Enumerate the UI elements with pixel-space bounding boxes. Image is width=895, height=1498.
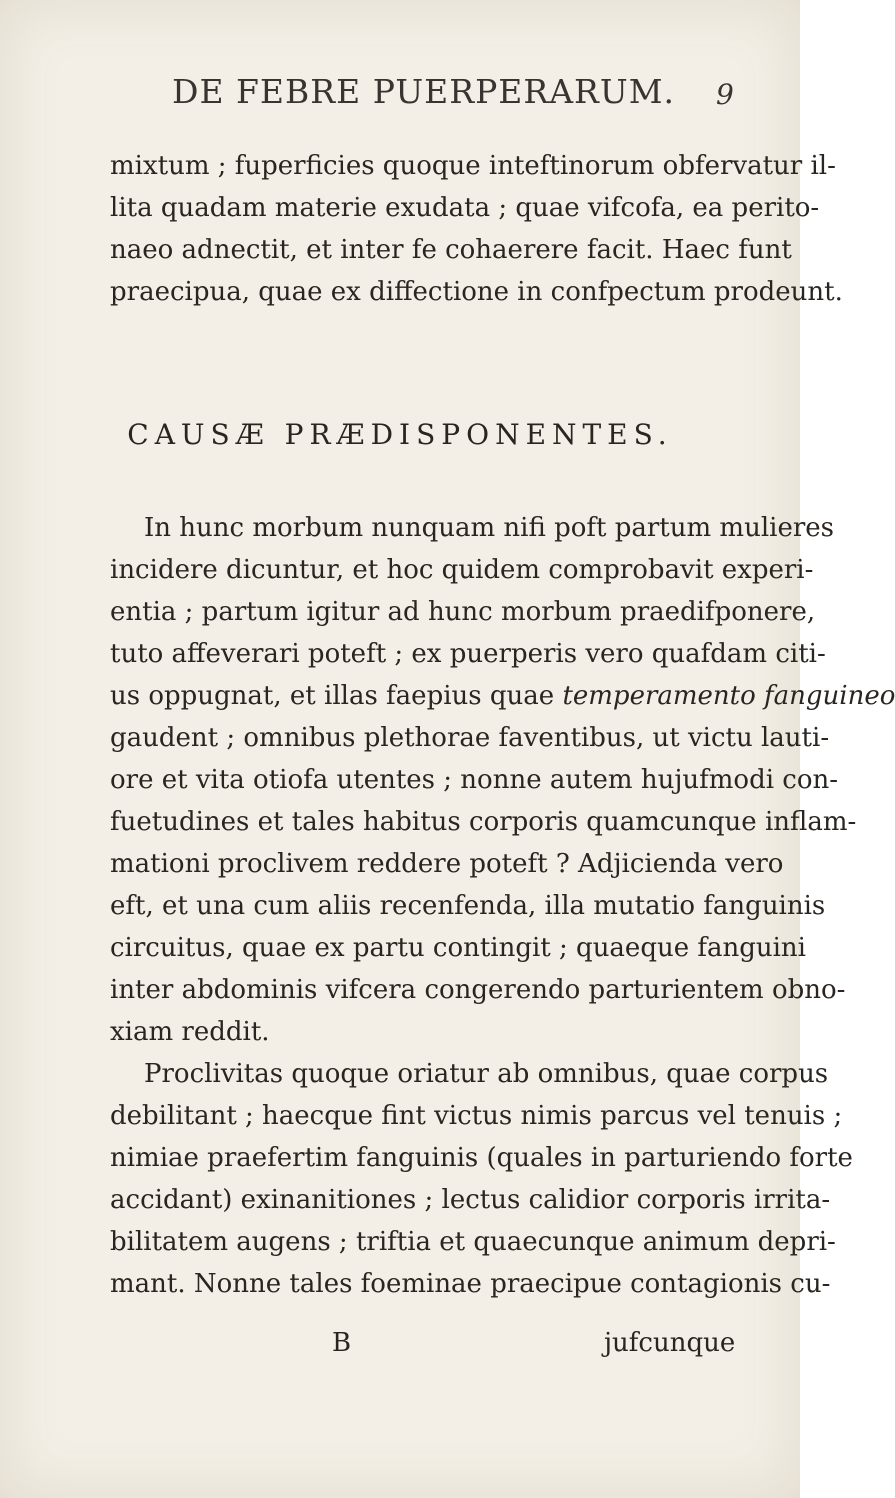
text-line: bilitatem augens ; triftia et quaecunque animum depri- xyxy=(110,1227,836,1257)
section-heading: CAUSÆ PRÆDISPONENTES. xyxy=(127,418,673,451)
catchword: jufcunque xyxy=(604,1328,736,1358)
text-line: inter abdominis vifcera congerendo parturientem obno- xyxy=(110,975,846,1005)
running-title: DE FEBRE PUERPERARUM. xyxy=(172,72,675,111)
text-line: lita quadam materie exudata ; quae vifcofa, ea perito- xyxy=(110,193,820,223)
text-line: accidant) exinanitiones ; lectus calidior corporis irrita- xyxy=(110,1185,831,1215)
text-line: tuto affeverari poteft ; ex puerperis vero quafdam citi- xyxy=(110,639,826,669)
running-head xyxy=(0,72,800,112)
text-line: In hunc morbum nunquam nifi poft partum mulieres xyxy=(144,513,834,543)
text-line: mationi proclivem reddere poteft ? Adjicienda vero xyxy=(110,849,784,879)
text-line: praecipua, quae ex diffectione in confpectum prodeunt. xyxy=(110,277,843,307)
text-fragment: us oppugnat, et illas faepius quae xyxy=(110,681,555,711)
page-number: 9 xyxy=(716,78,734,111)
text-line: xiam reddit. xyxy=(110,1017,270,1047)
text-line: eft, et una cum aliis recenfenda, illa mutatio fanguinis xyxy=(110,891,826,921)
text-line: mixtum ; fuperficies quoque inteftinorum obfervatur il- xyxy=(110,151,836,181)
text-line: nimiae praefertim fanguinis (quales in parturiendo forte xyxy=(110,1143,853,1173)
text-line: naeo adnectit, et inter fe cohaerere facit. Haec funt xyxy=(110,235,792,265)
text-line: gaudent ; omnibus plethorae faventibus, ut victu lauti- xyxy=(110,723,830,753)
text-line: circuitus, quae ex partu contingit ; quaeque fanguini xyxy=(110,933,806,963)
text-line: debilitant ; haecque fint victus nimis parcus vel tenuis ; xyxy=(110,1101,843,1131)
text-line xyxy=(110,676,895,716)
text-line: entia ; partum igitur ad hunc morbum praedifponere, xyxy=(110,597,816,627)
text-line: fuetudines et tales habitus corporis quamcunque inflam- xyxy=(110,807,857,837)
text-line: ore et vita otiofa utentes ; nonne autem hujufmodi con- xyxy=(110,765,839,795)
signature-mark: B xyxy=(332,1328,352,1358)
text-line: incidere dicuntur, et hoc quidem comprobavit experi- xyxy=(110,555,814,585)
italic-phrase: temperamento fanguineo xyxy=(562,681,895,711)
text-line: Proclivitas quoque oriatur ab omnibus, quae corpus xyxy=(144,1059,829,1089)
text-line: mant. Nonne tales foeminae praecipue contagionis cu- xyxy=(110,1269,831,1299)
